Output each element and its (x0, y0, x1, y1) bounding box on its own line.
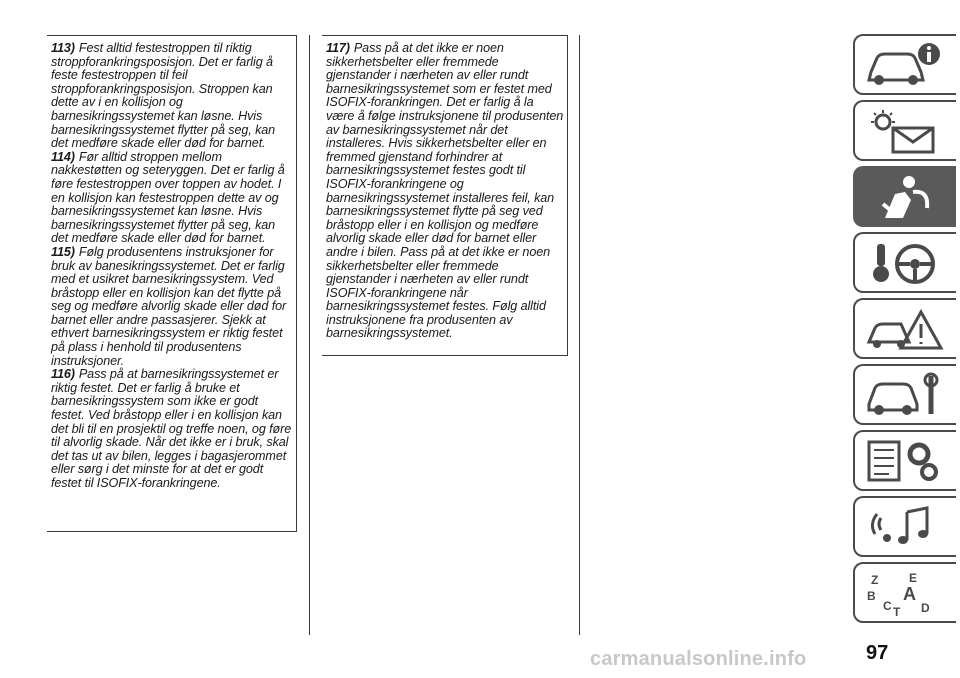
car-info-icon (865, 42, 945, 88)
tab-safety[interactable] (853, 166, 956, 227)
note-number: 117) (326, 41, 350, 55)
note-text: Før alltid stroppen mellom nakkestøtten og seteryggen. Det er farlig å føre festestroppen over toppen av hodet. I en kollisjon kan festestroppen dette av og barnesikringssystemet kan løsne. Hvis barnesikringssystemet flytter på seg, kan det medføre skade eller død for barnet. (51, 149, 285, 246)
column-divider (309, 35, 310, 635)
tab-multimedia[interactable] (853, 496, 956, 557)
watermark: carmanualsonline.info (590, 648, 807, 670)
tab-emergency[interactable] (853, 298, 956, 359)
left-column-bottom-rule (47, 531, 297, 532)
note-117 (326, 42, 564, 341)
left-column-right-rule (296, 35, 297, 531)
radio-music-icon (865, 504, 945, 550)
svg-text:B: B (867, 589, 876, 603)
svg-text:A: A (903, 584, 916, 604)
car-wrench-icon (865, 372, 945, 418)
svg-text:D: D (921, 601, 930, 615)
svg-text:T: T (893, 605, 901, 616)
right-column (326, 42, 564, 341)
tab-starting-driving[interactable] (853, 232, 956, 293)
note-115 (51, 246, 295, 368)
note-text: Følg produsentens instruksjoner for bruk av banesikringssystemet. Det er farlig med et usikret barnesikringssystem. Ved bråstopp eller en kollisjon kan det flytte på seg og medføre alvorlig skade eller død for barnet eller andre passasjerer. Sjekk at ethvert barnesikringssystem er riktig festet på plass i henhold til produsentens instruksjoner. (51, 244, 287, 368)
note-text: Pass på at det ikke er noen sikkerhetsbelter eller fremmede gjenstander i nærheten av eller rundt barnesikringssystemet som er festet med ISOFIX-forankringen. Det er farlig å la være å følge instruksjonene til produsenten av barnesikringssystemet når det installeres. Hvis sikkerhetsbelter eller en fremmed gjenstand forhindrer at barnesikringssystemet festes godt til ISOFIX-forankringene og barnesikringssystemet installeres feil, kan barnesikringssystemet flytte på seg ved bråstopp eller i en kollisjon og medføre alvorlig skade eller død for barnet eller andre i bilen. Pass på at det ikke er noen sikkerhetsbelter eller fremmede gjenstander i nærheten av eller rundt ISOFIX-forankringene når barnesikringssystemet festes. Følg alltid instruksjonene fra produsenten av barnesikringssystemet. (326, 41, 564, 341)
page-divider (579, 35, 580, 635)
left-column (51, 42, 295, 491)
seat-airbag-icon (865, 174, 945, 220)
right-column-top-rule (322, 35, 567, 36)
section-tabs (853, 34, 956, 628)
tab-maintenance[interactable] (853, 364, 956, 425)
note-number: 114) (51, 149, 75, 164)
note-116 (51, 368, 295, 490)
note-number: 115) (51, 244, 75, 259)
tab-getting-to-know-car[interactable] (853, 34, 956, 95)
note-text: Pass på at barnesikringssystemet er riktig festet. Det er farlig å bruke et barnesikringssystem som ikke er godt festet. Ved bråstopp eller i en kollisjon kan det bli til en prosjektil og treffe noen, og føre til alvorlig skade. Når det ikke er i bruk, skal det tas ut av bilen, legges i bagasjerommet eller sørg i det minste for at det er godt festet til ISOFIX-forankringene. (51, 367, 292, 490)
page-number: 97 (866, 642, 889, 664)
warning-light-mail-icon (865, 108, 945, 154)
note-text: Fest alltid festestroppen til riktig stroppforankringsposisjon. Det er farlig å feste festestroppen til feil stroppforankringsposisjon. Stroppen kan dette av i en kollisjon og barnesikringssystemet kan løsne. Hvis barnesikringssystemet flytter på seg, kan det medføre skade eller død for barnet. (51, 41, 276, 151)
svg-text:E: E (909, 571, 918, 585)
list-gear-icon (865, 438, 945, 484)
svg-text:Z: Z (871, 573, 879, 587)
tab-technical-data[interactable] (853, 430, 956, 491)
note-number: 113) (51, 41, 75, 55)
note-113 (51, 42, 295, 151)
alphabet-index-icon (865, 570, 945, 616)
svg-text:C: C (883, 599, 892, 613)
tab-dashboard-lights[interactable] (853, 100, 956, 161)
key-steering-wheel-icon (865, 240, 945, 286)
car-accident-warning-icon (865, 306, 945, 352)
tab-index[interactable] (853, 562, 956, 623)
note-number: 116) (51, 367, 75, 382)
left-column-top-rule (47, 35, 296, 36)
note-114 (51, 151, 295, 246)
right-column-bottom-rule (322, 355, 568, 356)
right-column-right-rule (567, 35, 568, 355)
